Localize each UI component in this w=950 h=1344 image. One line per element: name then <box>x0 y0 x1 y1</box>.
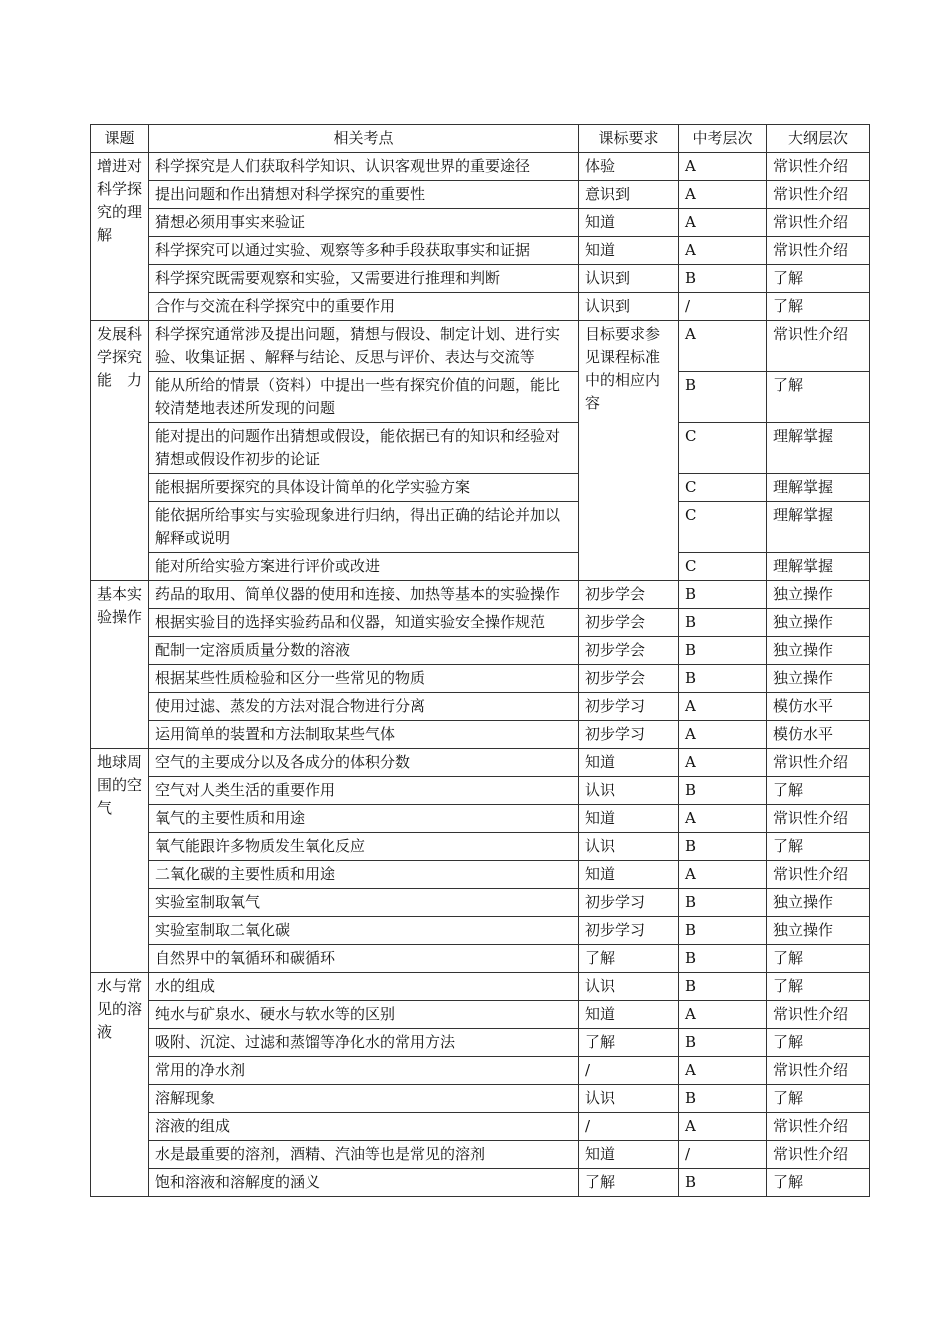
exam-point: 能从所给的情景（资料）中提出一些有探究价值的问题，能比较清楚地表述所发现的问题 <box>149 372 579 423</box>
exam-point: 能依据所给事实与实验现象进行归纳，得出正确的结论并加以解释或说明 <box>149 502 579 553</box>
outline-level: 常识性介绍 <box>767 1001 870 1029</box>
exam-point: 能根据所要探究的具体设计简单的化学实验方案 <box>149 474 579 502</box>
requirement: 知道 <box>579 805 679 833</box>
exam-point: 能对提出的问题作出猜想或假设，能依据已有的知识和经验对猜想或假设作初步的论证 <box>149 423 579 474</box>
table-row <box>91 861 870 889</box>
outline-level: 了解 <box>767 1029 870 1057</box>
exam-level: / <box>679 1141 767 1169</box>
exam-level: A <box>679 1001 767 1029</box>
outline-level: 常识性介绍 <box>767 209 870 237</box>
requirement: / <box>579 1113 679 1141</box>
table-row <box>91 917 870 945</box>
exam-level: A <box>679 1113 767 1141</box>
table-row <box>91 502 870 553</box>
outline-level: 了解 <box>767 265 870 293</box>
exam-point: 溶解现象 <box>149 1085 579 1113</box>
table-row <box>91 777 870 805</box>
outline-level: 常识性介绍 <box>767 805 870 833</box>
exam-point: 提出问题和作出猜想对科学探究的重要性 <box>149 181 579 209</box>
exam-level: B <box>679 609 767 637</box>
exam-point: 氧气能跟许多物质发生氧化反应 <box>149 833 579 861</box>
exam-level: B <box>679 581 767 609</box>
exam-level: B <box>679 1085 767 1113</box>
outline-level: 了解 <box>767 973 870 1001</box>
outline-level: 独立操作 <box>767 581 870 609</box>
exam-point: 自然界中的氧循环和碳循环 <box>149 945 579 973</box>
requirement: 了解 <box>579 945 679 973</box>
exam-point: 实验室制取氧气 <box>149 889 579 917</box>
exam-level: B <box>679 1169 767 1197</box>
requirement: 知道 <box>579 209 679 237</box>
outline-level: 了解 <box>767 833 870 861</box>
topic-cell: 发展科学探究能力 <box>91 321 149 581</box>
outline-level: 独立操作 <box>767 609 870 637</box>
exam-level: B <box>679 889 767 917</box>
table-row <box>91 1169 870 1197</box>
table-row <box>91 553 870 581</box>
exam-level: C <box>679 423 767 474</box>
exam-point: 溶液的组成 <box>149 1113 579 1141</box>
outline-level: 独立操作 <box>767 637 870 665</box>
exam-level: A <box>679 861 767 889</box>
outline-level: 了解 <box>767 945 870 973</box>
requirement: 知道 <box>579 861 679 889</box>
table-row <box>91 474 870 502</box>
exam-point: 合作与交流在科学探究中的重要作用 <box>149 293 579 321</box>
exam-point: 常用的净水剂 <box>149 1057 579 1085</box>
requirement: 了解 <box>579 1029 679 1057</box>
exam-points-table <box>90 124 870 1197</box>
outline-level: 常识性介绍 <box>767 1113 870 1141</box>
header-row <box>91 125 870 153</box>
table-row <box>91 637 870 665</box>
outline-level: 独立操作 <box>767 917 870 945</box>
requirement: 初步学会 <box>579 665 679 693</box>
exam-level: / <box>679 293 767 321</box>
merged-requirement: 目标要求参见课程标准中的相应内容 <box>579 321 679 581</box>
exam-level: B <box>679 1029 767 1057</box>
exam-level: A <box>679 1057 767 1085</box>
exam-level: A <box>679 721 767 749</box>
exam-level: A <box>679 321 767 372</box>
table-row <box>91 153 870 181</box>
header-exam-point: 相关考点 <box>149 125 579 153</box>
table-row <box>91 973 870 1001</box>
exam-point: 猜想必须用事实来验证 <box>149 209 579 237</box>
requirement: 知道 <box>579 237 679 265</box>
requirement: 认识到 <box>579 265 679 293</box>
header-outline-level: 大纲层次 <box>767 125 870 153</box>
exam-point: 纯水与矿泉水、硬水与软水等的区别 <box>149 1001 579 1029</box>
exam-point: 水的组成 <box>149 973 579 1001</box>
exam-level: A <box>679 181 767 209</box>
exam-level: B <box>679 973 767 1001</box>
exam-level: B <box>679 833 767 861</box>
exam-level: A <box>679 237 767 265</box>
header-topic: 课题 <box>91 125 149 153</box>
table-row <box>91 945 870 973</box>
exam-level: A <box>679 749 767 777</box>
table-row <box>91 237 870 265</box>
topic-cell: 地球周围的空气 <box>91 749 149 973</box>
requirement: 认识 <box>579 833 679 861</box>
table-row <box>91 665 870 693</box>
table-row <box>91 423 870 474</box>
exam-point: 根据某些性质检验和区分一些常见的物质 <box>149 665 579 693</box>
table-row <box>91 1141 870 1169</box>
outline-level: 常识性介绍 <box>767 237 870 265</box>
outline-level: 常识性介绍 <box>767 153 870 181</box>
table-row <box>91 889 870 917</box>
outline-level: 独立操作 <box>767 665 870 693</box>
outline-level: 常识性介绍 <box>767 1057 870 1085</box>
requirement: 认识 <box>579 973 679 1001</box>
outline-level: 理解掌握 <box>767 423 870 474</box>
table-row <box>91 321 870 372</box>
requirement: / <box>579 1057 679 1085</box>
requirement: 体验 <box>579 153 679 181</box>
outline-level: 常识性介绍 <box>767 181 870 209</box>
requirement: 初步学会 <box>579 609 679 637</box>
table-row <box>91 372 870 423</box>
exam-level: A <box>679 805 767 833</box>
exam-point: 药品的取用、简单仪器的使用和连接、加热等基本的实验操作 <box>149 581 579 609</box>
requirement: 初步学习 <box>579 889 679 917</box>
requirement: 初步学会 <box>579 637 679 665</box>
exam-level: B <box>679 637 767 665</box>
requirement: 知道 <box>579 749 679 777</box>
table-row <box>91 1001 870 1029</box>
requirement: 知道 <box>579 1141 679 1169</box>
exam-point: 配制一定溶质质量分数的溶液 <box>149 637 579 665</box>
outline-level: 了解 <box>767 372 870 423</box>
outline-level: 理解掌握 <box>767 553 870 581</box>
outline-level: 常识性介绍 <box>767 861 870 889</box>
exam-point: 空气对人类生活的重要作用 <box>149 777 579 805</box>
exam-point: 能对所给实验方案进行评价或改进 <box>149 553 579 581</box>
table-row <box>91 1057 870 1085</box>
table-row <box>91 1113 870 1141</box>
exam-level: A <box>679 693 767 721</box>
table-row <box>91 805 870 833</box>
outline-level: 常识性介绍 <box>767 321 870 372</box>
requirement: 认识 <box>579 777 679 805</box>
table-row <box>91 209 870 237</box>
exam-point: 氧气的主要性质和用途 <box>149 805 579 833</box>
outline-level: 了解 <box>767 777 870 805</box>
exam-point: 科学探究可以通过实验、观察等多种手段获取事实和证据 <box>149 237 579 265</box>
exam-point: 水是最重要的溶剂，酒精、汽油等也是常见的溶剂 <box>149 1141 579 1169</box>
exam-point: 饱和溶液和溶解度的涵义 <box>149 1169 579 1197</box>
exam-level: B <box>679 372 767 423</box>
table-row <box>91 1029 870 1057</box>
table-row <box>91 265 870 293</box>
outline-level: 模仿水平 <box>767 693 870 721</box>
topic-cell: 基本实验操作 <box>91 581 149 749</box>
header-exam-level: 中考层次 <box>679 125 767 153</box>
outline-level: 常识性介绍 <box>767 1141 870 1169</box>
exam-point: 吸附、沉淀、过滤和蒸馏等净化水的常用方法 <box>149 1029 579 1057</box>
outline-level: 理解掌握 <box>767 502 870 553</box>
exam-point: 科学探究通常涉及提出问题，猜想与假设、制定计划、进行实验、收集证据 、解释与结论、反思与评价、表达与交流等 <box>149 321 579 372</box>
table-row <box>91 833 870 861</box>
requirement: 了解 <box>579 1169 679 1197</box>
requirement: 意识到 <box>579 181 679 209</box>
requirement: 认识到 <box>579 293 679 321</box>
requirement: 初步学会 <box>579 581 679 609</box>
outline-level: 独立操作 <box>767 889 870 917</box>
outline-level: 了解 <box>767 293 870 321</box>
exam-point: 根据实验目的选择实验药品和仪器，知道实验安全操作规范 <box>149 609 579 637</box>
header-curriculum-requirement: 课标要求 <box>579 125 679 153</box>
table-row <box>91 181 870 209</box>
outline-level: 了解 <box>767 1085 870 1113</box>
exam-point: 二氧化碳的主要性质和用途 <box>149 861 579 889</box>
exam-level: B <box>679 945 767 973</box>
topic-cell: 水与常见的溶液 <box>91 973 149 1197</box>
exam-level: B <box>679 665 767 693</box>
table-row <box>91 609 870 637</box>
table-row <box>91 749 870 777</box>
table-row <box>91 721 870 749</box>
exam-point: 实验室制取二氧化碳 <box>149 917 579 945</box>
exam-point: 科学探究既需要观察和实验，又需要进行推理和判断 <box>149 265 579 293</box>
exam-level: B <box>679 777 767 805</box>
outline-level: 模仿水平 <box>767 721 870 749</box>
table-row <box>91 693 870 721</box>
exam-level: A <box>679 209 767 237</box>
outline-level: 常识性介绍 <box>767 749 870 777</box>
requirement: 初步学习 <box>579 917 679 945</box>
requirement: 认识 <box>579 1085 679 1113</box>
table-row <box>91 1085 870 1113</box>
exam-level: B <box>679 917 767 945</box>
exam-point: 科学探究是人们获取科学知识、认识客观世界的重要途径 <box>149 153 579 181</box>
exam-level: C <box>679 474 767 502</box>
outline-level: 了解 <box>767 1169 870 1197</box>
table-row <box>91 293 870 321</box>
exam-level: C <box>679 502 767 553</box>
exam-level: B <box>679 265 767 293</box>
table-row <box>91 581 870 609</box>
requirement: 初步学习 <box>579 693 679 721</box>
document-page <box>90 124 869 1197</box>
outline-level: 理解掌握 <box>767 474 870 502</box>
exam-point: 空气的主要成分以及各成分的体积分数 <box>149 749 579 777</box>
exam-point: 运用简单的装置和方法制取某些气体 <box>149 721 579 749</box>
exam-level: A <box>679 153 767 181</box>
exam-level: C <box>679 553 767 581</box>
exam-point: 使用过滤、蒸发的方法对混合物进行分离 <box>149 693 579 721</box>
requirement: 初步学习 <box>579 721 679 749</box>
topic-cell: 增进对科学探究的理解 <box>91 153 149 321</box>
requirement: 知道 <box>579 1001 679 1029</box>
